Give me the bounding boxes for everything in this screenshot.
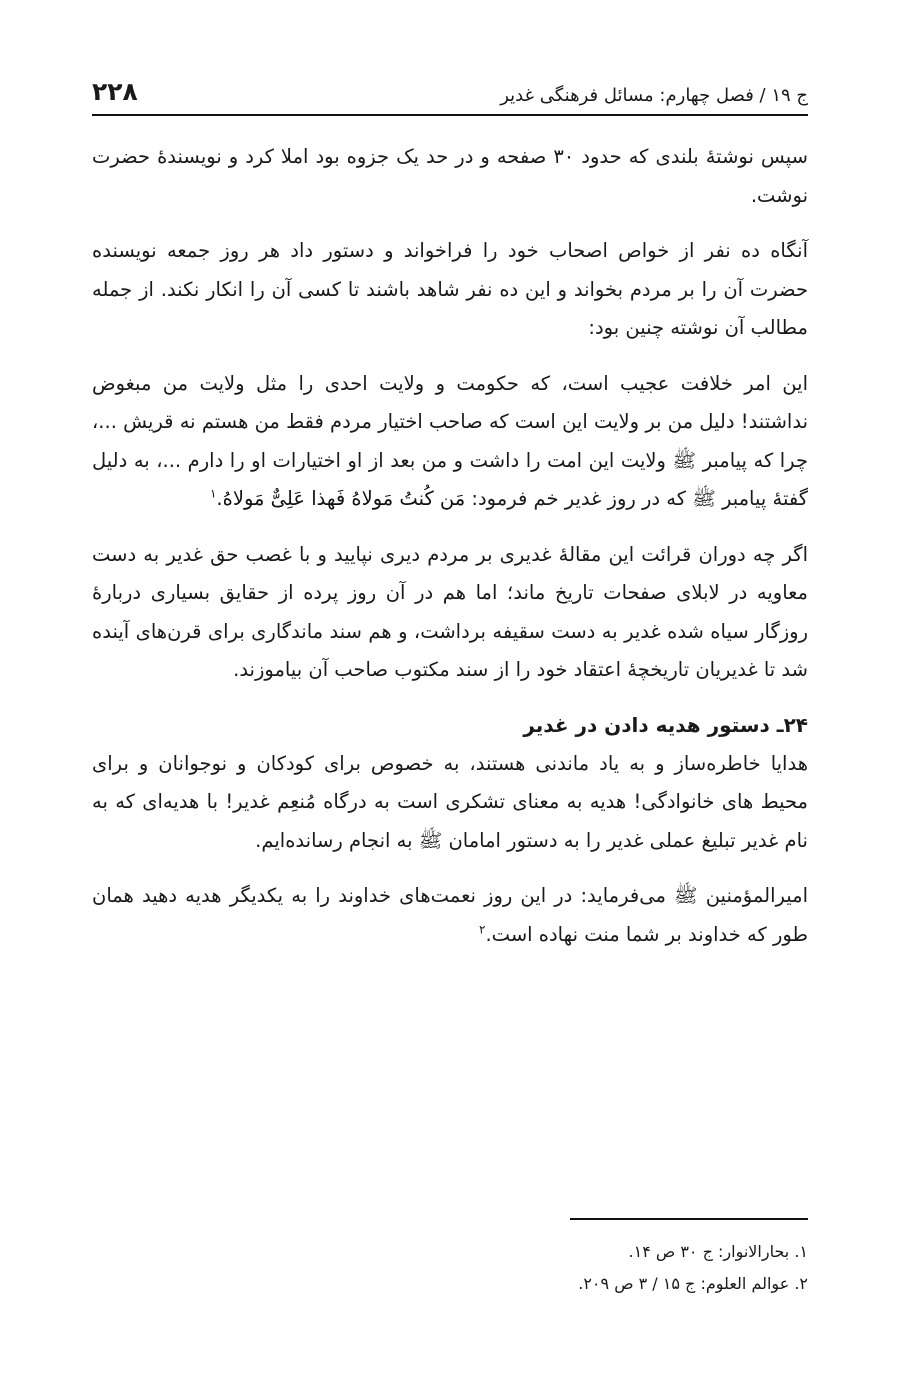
paragraph: هدایا خاطره‌ساز و به یاد ماندنی هستند، به خصوص برای کودکان و نوجوانان و برای محیط های خانوادگی! هدیه به معنای تشکری است به درگاه مُنعِم غدیر! با هدیه‌ای که به نام غدیر تبلیغ عملی غدیر را به دستور امامان ﷺ به انجام رسانده‌ایم.: [92, 751, 808, 852]
running-title: ج ۱۹ / فصل چهارم: مسائل فرهنگی غدیر: [500, 85, 808, 106]
page-number: ۲۲۸: [92, 77, 138, 106]
body-text: [92, 138, 808, 971]
page-header: [92, 66, 808, 116]
footnote-divider: [570, 1218, 808, 1220]
paragraph-text: این امر خلافت عجیب است، که حکومت و ولایت احدی را مثل ولایت من مبغوض نداشتند! دلیل من بر ولایت این است که صاحب اختیار مردم فقط من هستم نه قریش ...، چرا که پیامبر ﷺ ولایت این امت را داشت و من بعد از او اختیارات او را دارم ...، به دلیل گفتهٔ پیامبر ﷺ که در روز غدیر خم فرمود:: [92, 371, 808, 510]
paragraph: [92, 365, 808, 519]
footnote-ref[interactable]: ۲: [479, 922, 486, 936]
footnotes: [92, 1236, 808, 1300]
paragraph: آنگاه ده نفر از خواص اصحاب خود را فراخواند و دستور داد هر روز جمعه نویسنده حضرت آن را بر مردم بخواند و این ده نفر شاهد باشند تا کسی آن را انکار نکند. از جمله مطالب آن نوشته چنین بود:: [92, 239, 808, 339]
section-heading: ۲۴ـ دستور هدیه دادن در غدیر: [523, 712, 808, 737]
hadith-quote: مَن کُنتُ مَولاهُ فَهذا عَلِیٌّ مَولاهُ.: [216, 487, 466, 510]
paragraph: سپس نوشتهٔ بلندی که حدود ۳۰ صفحه و در حد یک جزوه بود املا کرد و نویسندهٔ حضرت نوشت.: [92, 145, 809, 207]
footnote-item: ۲. عوالم العلوم: ج ۱۵ / ۳ ص ۲۰۹.: [578, 1274, 808, 1293]
paragraph: [92, 877, 808, 954]
paragraph: اگر چه دوران قرائت این مقالهٔ غدیری بر مردم دیری نپایید و با غصب حق غدیر به دست معاویه در لابلای صفحات تاریخ ماند؛ اما هم در آن روز پرده از حقایق بسیاری دربارهٔ روزگار سیاه شده غدیر به دست سقیفه برداشت، و هم سند ماندگاری برای قرن‌های آینده شد تا غدیریان تاریخچهٔ اعتقاد خود را از سند مکتوب صاحب آن بیاموزند.: [92, 542, 808, 681]
footnote-ref[interactable]: ۱: [209, 486, 217, 501]
footnote-item: ۱. بحارالانوار: ج ۳۰ ص ۱۴.: [628, 1242, 808, 1261]
paragraph-text: امیرالمؤمنین ﷺ می‌فرماید: در این روز نعمت‌های خداوند را به یکدیگر هدیه دهید همان طور که خداوند بر شما منت نهاده است.: [92, 884, 808, 946]
